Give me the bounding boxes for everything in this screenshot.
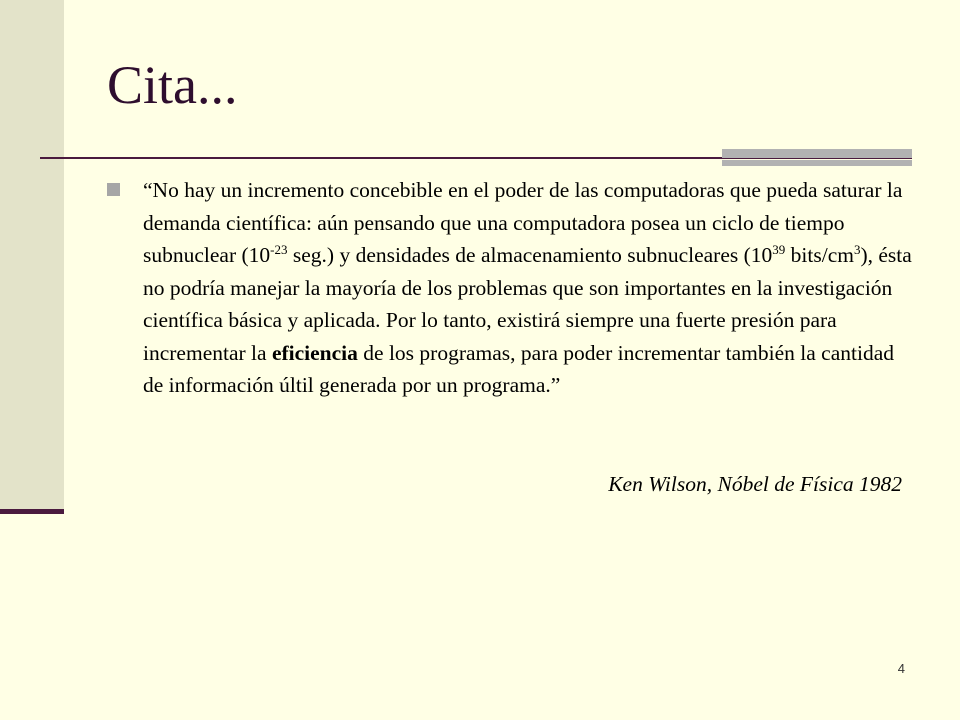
slide-title: Cita... <box>107 55 238 115</box>
quote-part-2: seg.) y densidades de almacenamiento subnucleares (10 <box>287 243 773 267</box>
left-band-cap-line <box>0 509 64 514</box>
exponent-time: -23 <box>270 242 288 257</box>
slide-number: 4 <box>897 661 905 676</box>
quote-part-3: bits/cm <box>785 243 854 267</box>
quote-part-4: ), ésta no podría manejar la mayoría de los problemas que son importantes en la investigación científica básica y aplicada. Por lo tanto, existirá siempre una fuerte presión para incrementar la <box>143 243 912 365</box>
quote-attribution: Ken Wilson, Nóbel de Física 1982 <box>608 472 902 496</box>
title-divider-accent-top <box>722 149 912 158</box>
exponent-storage: 39 <box>772 242 786 257</box>
quote-text <box>143 174 913 402</box>
exponent-cm: 3 <box>853 242 861 257</box>
bullet-square-icon <box>107 183 120 196</box>
quote-part-5: de los programas, para poder incrementar también la cantidad de información últil generada por un programa.” <box>143 340 894 397</box>
title-divider-accent-bottom <box>722 160 912 166</box>
left-decorative-band <box>0 0 64 512</box>
quote-part-1: “No hay un incremento concebible en el poder de las computadoras que pueda saturar la demanda científica: aún pensando que una computadora posea un ciclo de tiempo subnuclear (10 <box>143 178 903 267</box>
emphasis-eficiencia: eficiencia <box>271 340 358 365</box>
